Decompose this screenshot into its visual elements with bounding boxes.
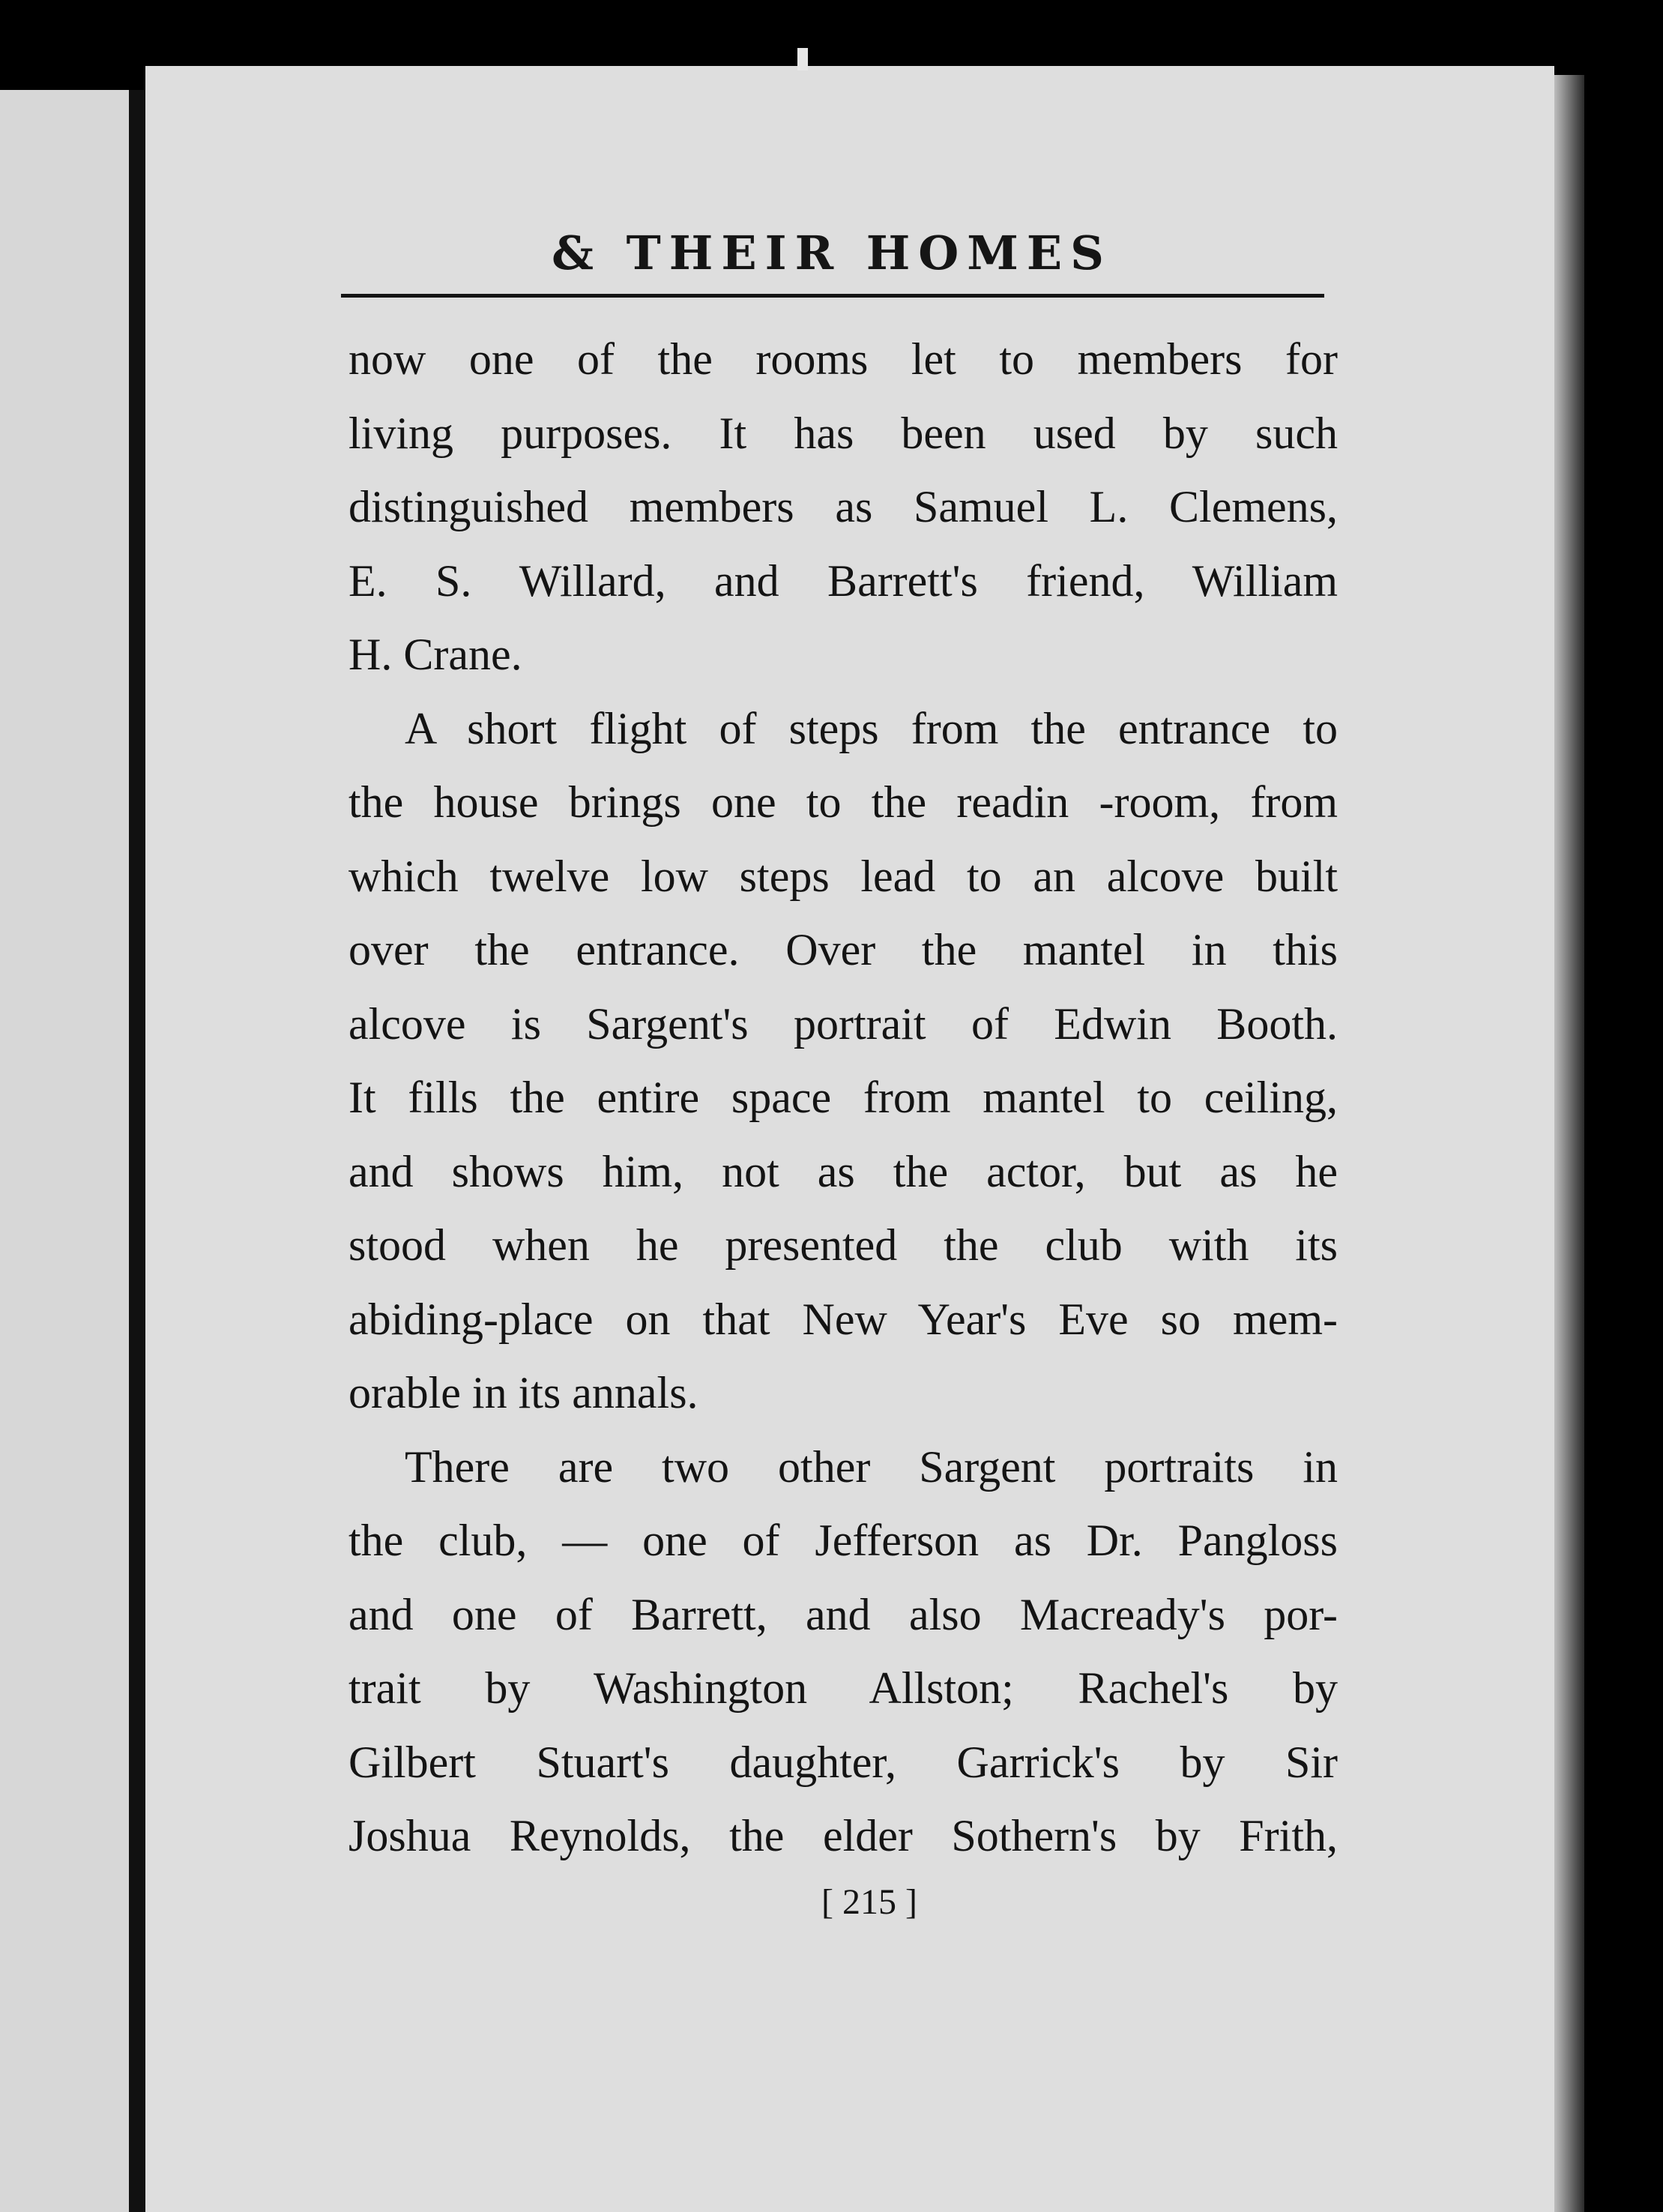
paragraph-2: [348, 692, 1338, 1430]
text-line: H. Crane.: [348, 630, 522, 679]
header-rule: [341, 294, 1324, 298]
text-line: distinguished members as Samuel L. Clemens,: [348, 482, 1338, 531]
text-line: and one of Barrett, and also Macready's por-: [348, 1589, 1338, 1639]
text-line: which twelve low steps lead to an alcove built: [348, 851, 1338, 901]
facing-page-edge: [0, 90, 142, 2212]
text-line: There are two other Sargent portraits in: [405, 1441, 1338, 1492]
page-number: [ 215 ]: [821, 1882, 917, 1922]
text-line: It fills the entire space from mantel to ceiling,: [348, 1073, 1338, 1122]
text-line: the house brings one to the readin -room, from: [348, 777, 1338, 827]
running-head: & THEIR HOMES: [552, 226, 1112, 280]
paragraph-1: [348, 322, 1338, 692]
gutter-shadow: [129, 90, 145, 2212]
text-line: E. S. Willard, and Barrett's friend, William: [348, 555, 1338, 606]
scan-mark: [797, 48, 808, 70]
text-line: stood when he presented the club with its: [348, 1220, 1338, 1270]
body-text: [348, 322, 1338, 1873]
text-line: Gilbert Stuart's daughter, Garrick's by Sir: [348, 1737, 1338, 1787]
text-line: Joshua Reynolds, the elder Sothern's by Frith,: [348, 1811, 1338, 1860]
paragraph-3: [348, 1430, 1338, 1873]
text-line: living purposes. It has been used by such: [348, 408, 1338, 458]
text-line: orable in its annals.: [348, 1368, 698, 1417]
text-line: and shows him, not as the actor, but as he: [348, 1146, 1338, 1196]
text-line: over the entrance. Over the mantel in this: [348, 925, 1338, 974]
text-line: A short flight of steps from the entrance to: [405, 703, 1338, 753]
text-line: alcove is Sargent's portrait of Edwin Booth.: [348, 998, 1338, 1049]
text-line: the club, — one of Jefferson as Dr. Pangloss: [348, 1516, 1338, 1565]
page-edge-shadow: [1554, 75, 1584, 2212]
text-line: trait by Washington Allston; Rachel's by: [348, 1663, 1338, 1713]
text-line: abiding-place on that New Year's Eve so mem-: [348, 1294, 1338, 1344]
text-line: now one of the rooms let to members for: [348, 334, 1338, 384]
